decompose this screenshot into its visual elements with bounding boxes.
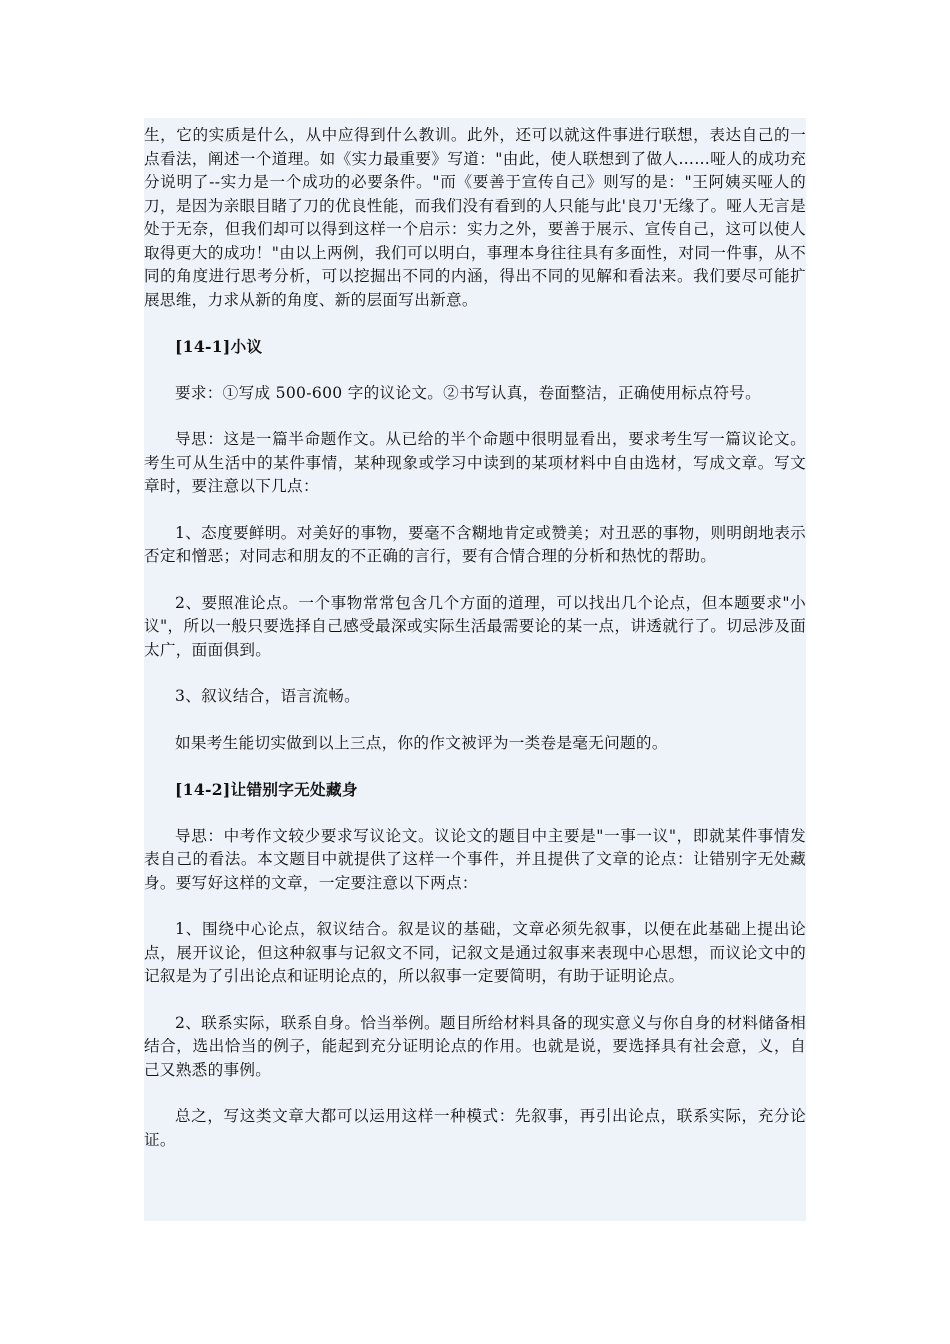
section-heading-14-1: [14-1]小议 [175, 337, 263, 356]
paragraph-point-2b: 2、联系实际，联系自身。恰当举例。题目所给材料具备的现实意义与你自身的材料储备相结合，选出恰当的例子，能起到充分证明论点的作用。也就是说，要选择具有社会意，义，自己又熟悉的事例。 [144, 1013, 806, 1079]
paragraph-requirements: 要求：①写成 500-600 字的议论文。②书写认真，卷面整洁，正确使用标点符号。 [175, 383, 762, 402]
paragraph-continuation: 生，它的实质是什么，从中应得到什么教训。此外，还可以就这件事进行联想，表达自己的一点看法，阐述一个道理。如《实力最重要》写道："由此，使人联想到了做人……哑人的成功充分说明了--实力是一个成功的必要条件。"而《要善于宣传自己》则写的是："王阿姨买哑人的刀，是因为亲眼目睹了刀的优良性能，而我们没有看到的人只能与此'良刀'无缘了。哑人无言是处于无奈，但我们却可以得到这样一个启示：实力之外，要善于展示、宣传自己，这可以使人取得更大的成功！"由以上两例，我们可以明白，事理本身往往具有多面性，对同一件事，从不同的角度进行思考分析，可以挖掘出不同的内涵，得出不同的见解和看法来。我们要尽可能扩展思维，力求从新的角度、新的层面写出新意。 [144, 126, 806, 309]
paragraph-guidance-1: 导思：这是一篇半命题作文。从已给的半个命题中很明显看出，要求考生写一篇议论文。考生可从生活中的某件事情，某种现象或学习中读到的某项材料中自由选材，写成文章。写文章时，要注意以下几点： [144, 430, 806, 495]
document-body [144, 118, 806, 1221]
paragraph-point-1: 1、态度要鲜明。对美好的事物，要毫不含糊地肯定或赞美；对丑恶的事物，则明朗地表示否定和憎恶；对同志和朋友的不正确的言行，要有合情合理的分析和热忱的帮助。 [144, 523, 806, 565]
section-heading-14-2: [14-2]让错别字无处藏身 [175, 780, 358, 799]
paragraph-point-3: 3、叙议结合，语言流畅。 [175, 687, 361, 705]
paragraph-point-1b: 1、围绕中心论点，叙议结合。叙是议的基础，文章必须先叙事，以便在此基础上提出论点，展开议论，但这种叙事与记叙文不同，记叙文是通过叙事来表现中心思想，而议论文中的记叙是为了引出论点和证明论点的，所以叙事一定要简明，有助于证明论点。 [144, 920, 806, 985]
paragraph-conclusion-1: 如果考生能切实做到以上三点，你的作文被评为一类卷是毫无问题的。 [175, 733, 668, 752]
paragraph-point-2: 2、要照准论点。一个事物常常包含几个方面的道理，可以找出几个论点，但本题要求"小议"，所以一般只要选择自己感受最深或实际生活最需要论的某一点，讲透就行了。切忌涉及面太广，面面俱到。 [144, 593, 806, 659]
paragraph-summary: 总之，写这类文章大都可以运用这样一种模式：先叙事，再引出论点，联系实际，充分论证。 [144, 1107, 806, 1149]
paragraph-guidance-2: 导思：中考作文较少要求写议论文。议论文的题目中主要是"一事一议"，即就某件事情发表自己的看法。本文题目中就提供了这样一个事件，并且提供了文章的论点：让错别字无处藏身。要写好这样的文章，一定要注意以下两点： [144, 826, 806, 892]
